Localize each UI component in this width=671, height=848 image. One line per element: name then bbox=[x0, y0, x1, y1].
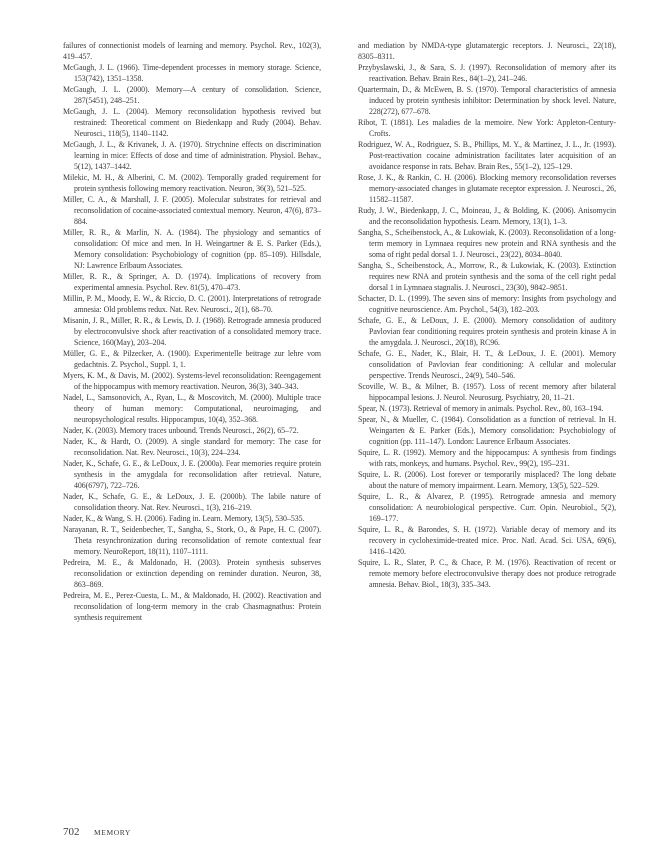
reference-entry: Spear, N. (1973). Retrieval of memory in animals. Psychol. Rev., 80, 163–194. bbox=[358, 404, 604, 413]
reference-entry: Nader, K., & Wang, S. H. (2006). Fading in. Learn. Memory, 13(5), 530–535. bbox=[63, 514, 305, 523]
reference-entry: Narayanan, R. T., Seidenbecher, T., Sangha, S., Stork, O., & Pape, H. C. (2007). Theta resynchronization during reconsolidation of remote contextual fear memory. NeuroReport, 18(11), 1107–1111. bbox=[63, 525, 321, 556]
reference-entry: Squire, L. R. (1992). Memory and the hippocampus: A synthesis from findings with rats, monkeys, and humans. Psychol. Rev., 99(2), 195–231. bbox=[358, 448, 616, 468]
references-right-column bbox=[358, 40, 616, 590]
reference-entry: Schafe, G. E., & LeDoux, J. E. (2000). Memory consolidation of auditory Pavlovian fear conditioning requires protein synthesis and protein kinase A in the amygdala. J. Neurosci., 20(18), RC96. bbox=[358, 316, 616, 347]
reference-entry: failures of connectionist models of learning and memory. Psychol. Rev., 102(3), 419–457. bbox=[63, 41, 321, 61]
reference-entry: Sangha, S., Scheibenstock, A., Morrow, R., & Lukowiak, K. (2003). Extinction requires new RNA and protein synthesis and the soma of the cell right pedal dorsal 1 in Lymnaea stagnalis. J. Neurosci., 23(30), 9842–9851. bbox=[358, 261, 616, 292]
references-left-column bbox=[63, 40, 321, 623]
reference-entry: Miller, C. A., & Marshall, J. F. (2005). Molecular substrates for retrieval and reconsolidation of cocaine-associated contextual memory. Neuron, 47(6), 873–884. bbox=[63, 195, 321, 226]
reference-entry: Nader, K. (2003). Memory traces unbound. Trends Neurosci., 26(2), 65–72. bbox=[63, 426, 299, 435]
reference-entry: Sangha, S., Scheibenstock, A., & Lukowiak, K. (2003). Reconsolidation of a long-term memory in Lymnaea requires new protein and RNA synthesis and the soma of right pedal dorsal 1. J. Neurosci., 23(22), 8034–8040. bbox=[358, 228, 616, 259]
reference-entry: Rodriguez, W. A., Rodriguez, S. B., Phillips, M. Y., & Martinez, J. L., Jr. (1993). Post-reactivation cocaine administration facilitates later acquisition of an avoidance response in rats. Behav. Brain Res., 55(1–2), 125–129. bbox=[358, 140, 616, 171]
reference-entry: Nader, K., & Hardt, O. (2009). A single standard for memory: The case for reconsolidation. Nat. Rev. Neurosci., 10(3), 224–234. bbox=[63, 437, 321, 457]
reference-entry: Millin, P. M., Moody, E. W., & Riccio, D. C. (2001). Interpretations of retrograde amnesia: Old problems redux. Nat. Rev. Neurosci., 2(1), 68–70. bbox=[63, 294, 321, 314]
reference-entry: Pedreira, M. E., Perez-Cuesta, L. M., & Maldonado, H. (2002). Reactivation and reconsolidation of long-term memory in the crab Chasmagnathus: Protein synthesis requirement bbox=[63, 591, 321, 622]
reference-entry: Rose, J. K., & Rankin, C. H. (2006). Blocking memory reconsolidation reverses memory-associated changes in glutamate receptor expression. J. Neurosci., 26, 11582–11587. bbox=[358, 173, 616, 204]
reference-entry: Schacter, D. L. (1999). The seven sins of memory: Insights from psychology and cognitive neuroscience. Am. Psychol., 54(3), 182–203. bbox=[358, 294, 616, 314]
page-footer bbox=[63, 826, 131, 838]
reference-entry: Scoville, W. B., & Milner, B. (1957). Loss of recent memory after bilateral hippocampal lesions. J. Neurol. Neurosurg. Psychiatry, 20, 11–21. bbox=[358, 382, 616, 402]
reference-entry: Nader, K., Schafe, G. E., & LeDoux, J. E. (2000b). The labile nature of consolidation theory. Nat. Rev. Neurosci., 1(3), 216–219. bbox=[63, 492, 321, 512]
reference-entry: Nadel, L., Samsonovich, A., Ryan, L., & Moscovitch, M. (2000). Multiple trace theory of human memory: Computational, neuroimaging, and neuropsychological results. Hippocampus, 10(4), 352–368. bbox=[63, 393, 321, 424]
reference-entry: Miller, R. R., & Marlin, N. A. (1984). The physiology and semantics of consolidation: Of mice and men. In H. Weingartner & E. S. Parker (Eds.), Memory consolidation: Psychobiology of cognition (pp. 85–109). Hillsdale, NJ: Lawrence Erlbaum Associates. bbox=[63, 228, 321, 270]
running-title: MEMORY bbox=[94, 828, 131, 837]
reference-entry: Spear, N., & Mueller, C. (1984). Consolidation as a function of retrieval. In H. Weingarten & E. Parker (Eds.), Memory consolidation: Psychobiology of cognition (pp. 111–147). London: Laurence Erlbaum Associates. bbox=[358, 415, 616, 446]
reference-entry: and mediation by NMDA-type glutamatergic receptors. J. Neurosci., 22(18), 8305–8311. bbox=[358, 41, 616, 61]
page-number: 702 bbox=[63, 826, 80, 838]
reference-entry: Nader, K., Schafe, G. E., & LeDoux, J. E. (2000a). Fear memories require protein synthesis in the amygdala for reconsolidation after retrieval. Nature, 406(6797), 722–726. bbox=[63, 459, 321, 490]
reference-entry: Ribot, T. (1881). Les maladies de la memoire. New York: Appleton-Century-Crofts. bbox=[358, 118, 616, 138]
reference-entry: Milekic, M. H., & Alberini, C. M. (2002). Temporally graded requirement for protein synthesis following memory reactivation. Neuron, 36(3), 521–525. bbox=[63, 173, 321, 193]
reference-entry: Myers, K. M., & Davis, M. (2002). Systems-level reconsolidation: Reengagement of the hippocampus with memory reactivation. Neuron, 36(3), 340–343. bbox=[63, 371, 321, 391]
reference-entry: Misanin, J. R., Miller, R. R., & Lewis, D. J. (1968). Retrograde amnesia produced by electroconvulsive shock after reactivation of a consolidated memory trace. Science, 160(May), 203–204. bbox=[63, 316, 321, 347]
reference-entry: Squire, L. R., & Alvarez, P. (1995). Retrograde amnesia and memory consolidation: A neurobiological perspective. Curr. Opin. Neurobiol., 5(2), 169–177. bbox=[358, 492, 616, 523]
reference-entry: Squire, L. R., Slater, P. C., & Chace, P. M. (1976). Reactivation of recent or remote memory before electroconvulsive therapy does not produce retrograde amnesia. Behav. Biol., 18(3), 335–343. bbox=[358, 558, 616, 589]
reference-entry: Rudy, J. W., Biedenkapp, J. C., Moineau, J., & Bolding, K. (2006). Anisomycin and the reconsolidation hypothesis. Learn. Memory, 13(1), 1–3. bbox=[358, 206, 616, 226]
reference-entry: Quartermain, D., & McEwen, B. S. (1970). Temporal characteristics of amnesia induced by protein synthesis inhibitor: Determination by shock level. Nature, 228(272), 677–678. bbox=[358, 85, 616, 116]
reference-entry: Schafe, G. E., Nader, K., Blair, H. T., & LeDoux, J. E. (2001). Memory consolidation of Pavlovian fear conditioning: A cellular and molecular perspective. Trends Neurosci., 24(9), 540–546. bbox=[358, 349, 616, 380]
reference-entry: McGaugh, J. L. (2000). Memory—A century of consolidation. Science, 287(5451), 248–251. bbox=[63, 85, 321, 105]
reference-entry: Miller, R. R., & Springer, A. D. (1974). Implications of recovery from experimental amnesia. Psychol. Rev. 81(5), 470–473. bbox=[63, 272, 321, 292]
reference-entry: Pedreira, M. E., & Maldonado, H. (2003). Protein synthesis subserves reconsolidation or extinction depending on reminder duration. Neuron, 38, 863–869. bbox=[63, 558, 321, 589]
reference-entry: McGaugh, J. L. (2004). Memory reconsolidation hypothesis revived but restrained: Theoretical comment on Biedenkapp and Rudy (2004). Behav. Neurosci., 118(5), 1140–1142. bbox=[63, 107, 321, 138]
reference-entry: McGaugh, J. L. (1966). Time-dependent processes in memory storage. Science, 153(742), 1351–1358. bbox=[63, 63, 321, 83]
reference-entry: Squire, L. R. (2006). Lost forever or temporarily misplaced? The long debate about the nature of memory impairment. Learn. Memory, 13(5), 522–529. bbox=[358, 470, 616, 490]
reference-entry: Przybyslawski, J., & Sara, S. J. (1997). Reconsolidation of memory after its reactivation. Behav. Brain Res., 84(1–2), 241–246. bbox=[358, 63, 616, 83]
reference-entry: Müller, G. E., & Pilzecker, A. (1900). Experimentelle beitrage zur lehre vom gedachtnis. Z. Psychol., Suppl. 1, 1. bbox=[63, 349, 321, 369]
reference-entry: McGaugh, J. L., & Krivanek, J. A. (1970). Strychnine effects on discrimination learning in mice: Effects of dose and time of administration. Physiol. Behav., 5(12), 1437–1442. bbox=[63, 140, 321, 171]
reference-entry: Squire, L. R., & Barondes, S. H. (1972). Variable decay of memory and its recovery in cycloheximide-treated mice. Proc. Natl. Acad. Sci. USA, 69(6), 1416–1420. bbox=[358, 525, 616, 556]
